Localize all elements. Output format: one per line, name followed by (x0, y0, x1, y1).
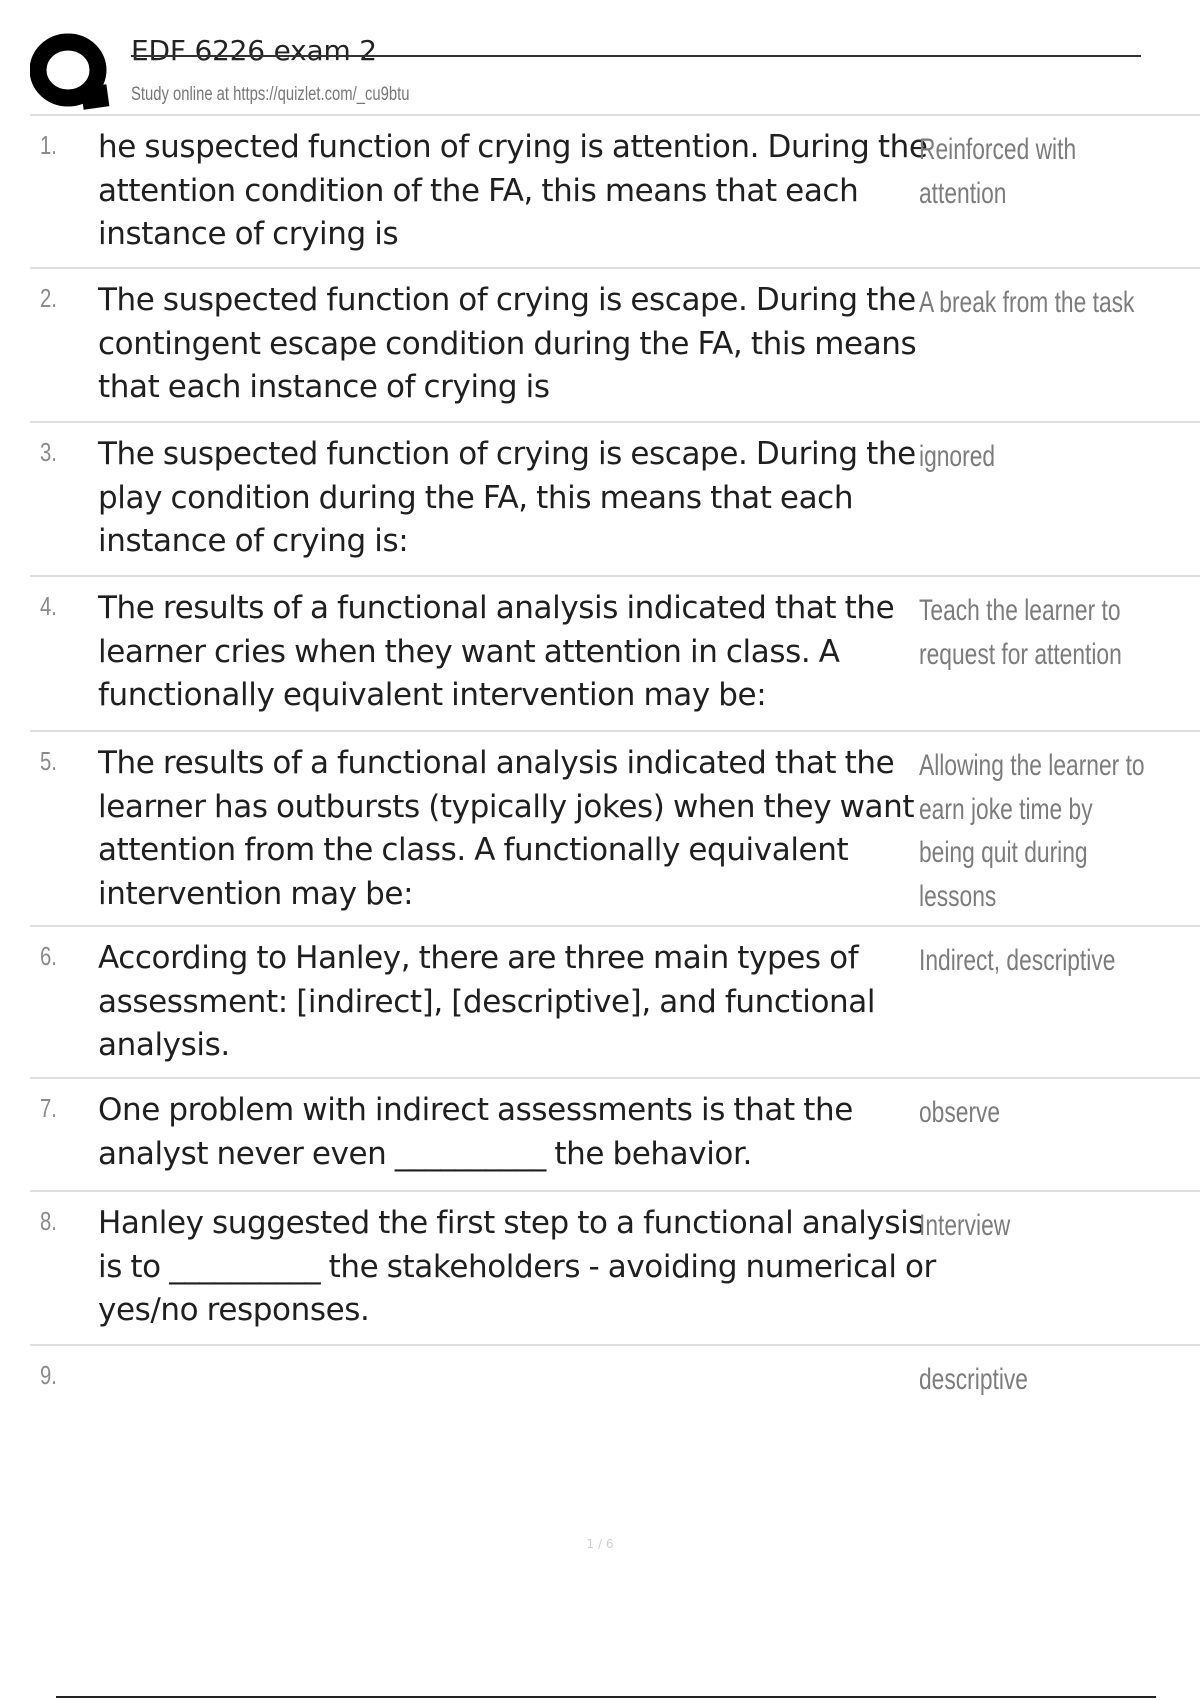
bottom-rule (56, 1696, 1156, 1698)
card-number: 9. (40, 1360, 57, 1390)
card-answer: Reinforced with attention (919, 133, 1077, 210)
card-number: 4. (40, 591, 57, 621)
card-answer: descriptive (919, 1363, 1028, 1396)
card-question: Hanley suggested the first step to a functional analysis is to __________ the stakeholders - avoiding numerical or yes/no responses. (98, 1205, 936, 1328)
card-question: According to Hanley, there are three main types of assessment: [indirect], [descriptive], and functional analysis. (98, 940, 876, 1063)
flashcard (30, 116, 1200, 269)
flashcard (30, 269, 1200, 423)
flashcard-list (30, 114, 1200, 1426)
title-rule (131, 55, 1141, 57)
flashcard (30, 927, 1200, 1079)
card-number: 7. (40, 1093, 57, 1123)
card-answer: Indirect, descriptive (919, 944, 1116, 977)
page-header (30, 28, 1142, 112)
card-question: One problem with indirect assessments is that the analyst never even __________ the behavior. (98, 1092, 853, 1172)
card-number: 1. (40, 130, 57, 160)
card-answer: ignored (919, 440, 996, 473)
card-number: 2. (40, 283, 57, 313)
card-question: he suspected function of crying is attention. During the attention condition of the FA, this means that each instance of crying is (98, 129, 928, 252)
card-question: The results of a functional analysis indicated that the learner has outbursts (typically jokes) when they want attention from the class. A functionally equivalent intervention may be: (98, 745, 915, 912)
flashcard (30, 1346, 1200, 1426)
card-question: The suspected function of crying is escape. During the contingent escape condition during the FA, this means that each instance of crying is (98, 282, 917, 405)
card-number: 8. (40, 1206, 57, 1236)
flashcard (30, 732, 1200, 927)
study-online-link[interactable]: Study online at https://quizlet.com/_cu9btu (131, 84, 410, 105)
card-answer: Teach the learner to request for attention (919, 594, 1122, 671)
flashcard (30, 1079, 1200, 1192)
card-answer: A break from the task (919, 286, 1135, 319)
card-number: 5. (40, 746, 57, 776)
document-title: EDF 6226 exam 2 (131, 34, 377, 67)
card-question: The results of a functional analysis indicated that the learner cries when they want attention in class. A functionally equivalent intervention may be: (98, 590, 895, 713)
flashcard (30, 577, 1200, 732)
card-answer: Allowing the learner to earn joke time by being quit during lessons (919, 749, 1145, 913)
card-number: 6. (40, 941, 57, 971)
flashcard (30, 1192, 1200, 1346)
card-question: The suspected function of crying is escape. During the play condition during the FA, this means that each instance of crying is: (98, 436, 916, 559)
quizlet-logo-icon (30, 32, 112, 114)
page-number: 1 / 6 (586, 1537, 614, 1551)
card-answer: Interview (919, 1209, 1011, 1242)
card-answer: observe (919, 1096, 1001, 1129)
card-number: 3. (40, 437, 57, 467)
flashcard (30, 423, 1200, 577)
